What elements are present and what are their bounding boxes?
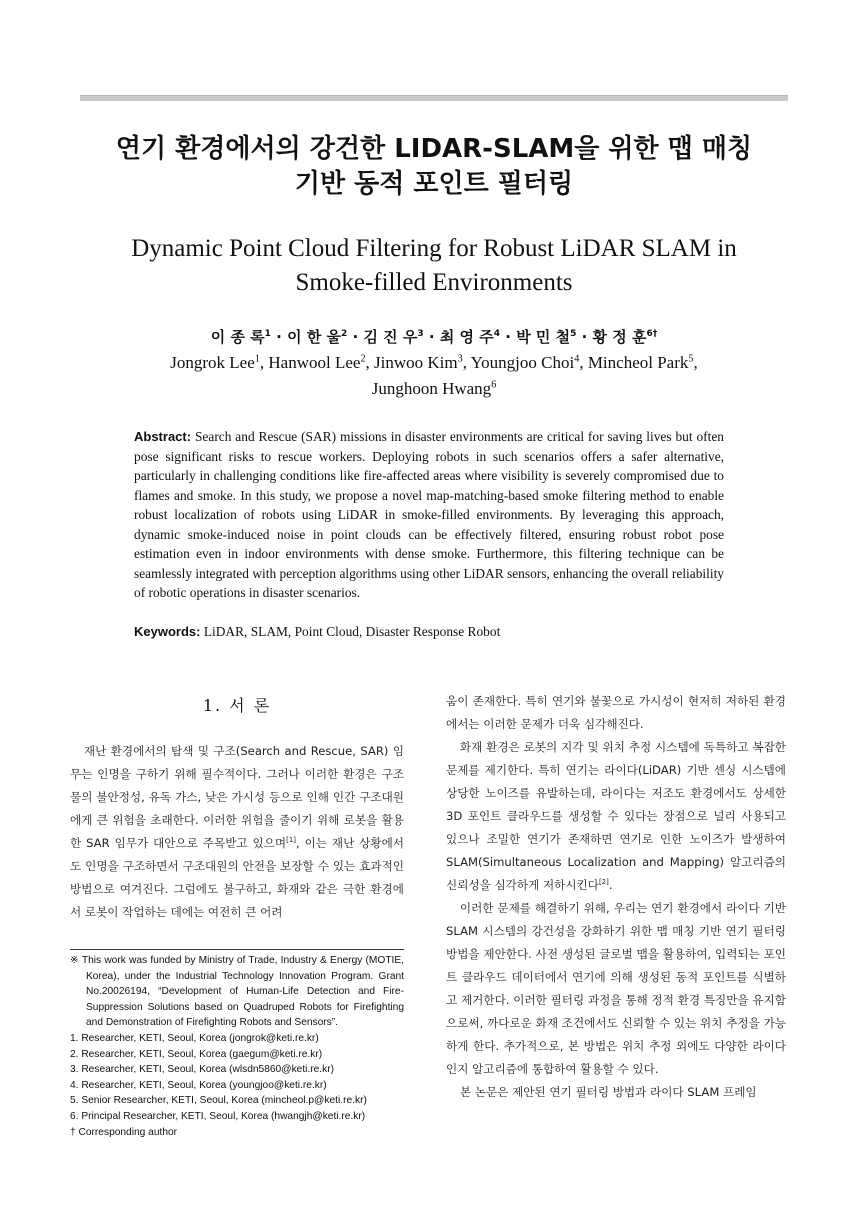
body-paragraph: 재난 환경에서의 탐색 및 구조(Search and Rescue, SAR) 임무는 인명을 구하기 위해 필수적이다. 그러나 이러한 환경은 구조물의 불안정성, 유독 가스, 낮은 가시성 등으로 인해 인간 구조대원에게 큰 위험을 초래한다. 이러한 위험을 줄이기 위해 로봇을 활용한 SAR 임무가 대안으로 주목받고 있으며[1], 이는 재난 상황에서도 인명을 구조하면서 구조대원의 안전을 보장할 수 있는 효과적인 방법으로 여겨진다. 그럼에도 불구하고, 화재와 같은 극한 환경에서 로봇이 작업하는 데에는 여전히 큰 어려 xyxy=(70,744,405,919)
body-column-left xyxy=(70,740,404,924)
body-paragraph: 움이 존재한다. 특히 연기와 불꽃으로 가시성이 현저히 저하된 환경에서는 이러한 문제가 더욱 심각해진다. xyxy=(446,694,786,731)
author-separator: · xyxy=(581,328,588,346)
header-rule xyxy=(80,95,788,101)
corresponding-author-note: † Corresponding author xyxy=(70,1126,178,1138)
body-paragraph: 이러한 문제를 해결하기 위해, 우리는 연기 환경에서 라이다 기반 SLAM 시스템의 강건성을 강화하기 위한 맵 매칭 기반 연기 필터링 방법을 제안한다. 사전 생성된 글로벌 맵을 활용하여, 입력되는 포인트 클라우드 데이터에서 연기에 의해 생성된 동적 포인트를 식별하고 제거한다. 이러한 필터링 과정을 통해 정적 환경 특징만을 유지함으로써, 까다로운 화재 조건에서도 신뢰할 수 있는 위치 추정을 가능하게 한다. 추가적으로, 본 방법은 위치 추정 외에도 다양한 라이다 인지 알고리즘에 통합하여 활용할 수 있다. xyxy=(446,901,786,1076)
author-kr-5: 박 민 철$^5$ xyxy=(516,328,577,346)
author-en-5: Mincheol Park$^5$, xyxy=(587,353,698,372)
title-korean-line2: 기반 동적 포인트 필터링 xyxy=(294,169,574,199)
authors-english xyxy=(100,350,768,402)
author-kr-2: 이 한 울$^2$ xyxy=(287,328,348,346)
body-paragraph: 화재 환경은 로봇의 지각 및 위치 추정 시스템에 독특하고 복잡한 문제를 제기한다. 특히 연기는 라이다(LiDAR) 기반 센싱 시스템에 상당한 노이즈를 유발하는데, 라이다는 저조도 환경에서도 상세한 3D 포인트 클라우드를 생성할 수 있다는 장점으로 널리 사용되고 있으나 조밀한 연기가 존재하면 연기로 인한 노이즈가 발생하여 SLAM(Simultaneous Localization and Mapping) 알고리즘의 신뢰성을 심각하게 저하시킨다[2]. xyxy=(446,740,786,892)
author-en-2: Hanwool Lee$^2$, xyxy=(268,353,375,372)
title-korean xyxy=(60,132,808,202)
citation-ref: [1] xyxy=(286,836,296,845)
keywords xyxy=(134,622,724,641)
author-separator: · xyxy=(428,328,435,346)
author-kr-1: 이 종 록$^1$ xyxy=(210,328,271,346)
author-en-6: Junghoon Hwang$^6$ xyxy=(371,379,497,398)
title-english-line1: Dynamic Point Cloud Filtering for Robust LiDAR SLAM in xyxy=(131,235,737,262)
abstract-text: Search and Rescue (SAR) missions in disaster environments are critical for saving lives but often pose significant risks to rescue workers. Deploying robots in such scenarios offers a safer alternative, particularly in challenging conditions like fire-affected areas where visibility is severely compromised due to flames and smoke. In this study, we propose a novel map-matching-based smoke filtering method to enable robust localization of robots using LiDAR in smoke-filled environments. By leveraging this approach, dynamic smoke-induced noise in point clouds can be effectively filtered, ensuring robust robot pose estimation even in indoor environments with dense smoke. Furthermore, this filtering technique can be seamlessly integrated with perception algorithms using other LiDAR sensors, enhancing the overall reliability of robotic operations in disaster scenarios. xyxy=(134,429,724,600)
title-korean-line1: 연기 환경에서의 강건한 LIDAR-SLAM을 위한 맵 매칭 xyxy=(115,134,753,164)
affiliation-3: 3. Researcher, KETI, Seoul, Korea (wlsdn5860@keti.re.kr) xyxy=(70,1064,335,1076)
author-separator: · xyxy=(276,328,282,346)
citation-ref: [2] xyxy=(598,878,609,887)
affiliation-2: 2. Researcher, KETI, Seoul, Korea (gaegum@keti.re.kr) xyxy=(70,1048,323,1060)
author-kr-3: 김 진 우$^3$ xyxy=(363,328,424,346)
author-kr-6: 황 정 훈$^{6\dagger}$ xyxy=(592,328,658,346)
title-english xyxy=(60,232,808,300)
title-english-line2: Smoke-filled Environments xyxy=(295,269,573,296)
body-column-right xyxy=(446,690,786,1104)
keywords-label: Keywords: xyxy=(134,624,201,639)
affiliation-6: 6. Principal Researcher, KETI, Seoul, Korea (hwangjh@keti.re.kr) xyxy=(70,1110,366,1122)
author-en-4: Youngjoo Choi$^4$, xyxy=(470,353,588,372)
affiliation-5: 5. Senior Researcher, KETI, Seoul, Korea (mincheol.p@keti.re.kr) xyxy=(70,1095,367,1107)
footnotes xyxy=(70,953,404,1140)
author-kr-4: 최 영 주$^4$ xyxy=(439,328,501,346)
abstract-label: Abstract: xyxy=(134,429,192,444)
affiliation-4: 4. Researcher, KETI, Seoul, Korea (youngjoo@keti.re.kr) xyxy=(70,1079,327,1091)
funding-note: ※ This work was funded by Ministry of Trade, Industry & Energy (MOTIE, Korea), under the Industrial Technology Innovation Program. Grant No.20026194, “Development of Human-Life Detection and Fire-Suppression Solutions based on Quadruped Robots for Firefighting and Demonstration of Firefighting Robots and Sensors”. xyxy=(70,955,404,1029)
keywords-text: LiDAR, SLAM, Point Cloud, Disaster Response Robot xyxy=(203,624,501,639)
footnote-rule xyxy=(70,949,404,950)
authors-korean xyxy=(60,326,808,347)
body-paragraph: 본 논문은 제안된 연기 필터링 방법과 라이다 SLAM 프레임 xyxy=(459,1085,757,1099)
author-separator: · xyxy=(352,328,359,346)
abstract xyxy=(134,427,724,603)
author-en-1: Jongrok Lee$^1$, xyxy=(170,353,269,372)
author-separator: · xyxy=(505,328,511,346)
author-en-3: Jinwoo Kim$^3$, xyxy=(374,353,471,372)
section-heading-introduction: 1. 서 론 xyxy=(202,696,272,715)
affiliation-1: 1. Researcher, KETI, Seoul, Korea (jongrok@keti.re.kr) xyxy=(70,1032,319,1044)
